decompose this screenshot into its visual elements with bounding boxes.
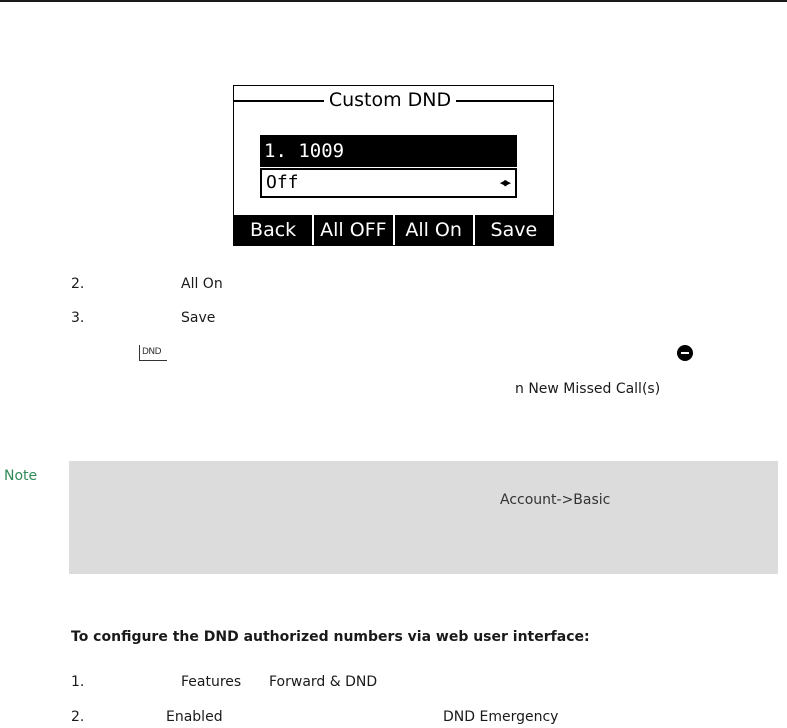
title-line-left <box>234 100 324 102</box>
web-step-1-menu-features: Features <box>181 674 242 690</box>
step-3-number: 3. <box>71 310 85 326</box>
web-step-2-keyword-dnd-emergency: DND Emergency <box>443 709 559 725</box>
all-off-softkey[interactable]: All OFF <box>312 215 392 245</box>
step-2-number: 2. <box>71 276 85 292</box>
dnd-status-value: Off <box>266 172 299 193</box>
note-label: Note <box>4 468 38 484</box>
dnd-status-field[interactable] <box>260 168 517 198</box>
note-account-path: Account->Basic <box>500 492 611 508</box>
note-box <box>69 461 778 574</box>
title-line-right <box>456 100 554 102</box>
all-on-softkey[interactable]: All On <box>393 215 473 245</box>
lcd-title: Custom DND <box>328 89 452 111</box>
step-2-keyword: All On <box>181 276 223 292</box>
left-right-arrows-icon: ◀▶ <box>499 176 509 189</box>
save-softkey[interactable]: Save <box>473 215 553 245</box>
web-step-2-keyword-enabled: Enabled <box>166 709 223 725</box>
softkey-bar <box>234 215 553 245</box>
web-step-2-number: 2. <box>71 709 85 725</box>
missed-call-text: n New Missed Call(s) <box>515 381 661 397</box>
web-step-1-menu-forward-dnd: Forward & DND <box>269 674 378 690</box>
top-rule <box>0 0 787 2</box>
do-not-disturb-icon <box>677 345 693 361</box>
phone-lcd-screen <box>233 85 554 246</box>
step-3-keyword: Save <box>181 310 216 326</box>
web-step-1-number: 1. <box>71 674 85 690</box>
back-softkey[interactable]: Back <box>250 219 297 241</box>
section-heading: To configure the DND authorized numbers via web user interface: <box>71 629 590 645</box>
account-item-selected[interactable]: 1. 1009 <box>260 135 517 167</box>
dnd-status-icon: DND <box>139 345 167 361</box>
